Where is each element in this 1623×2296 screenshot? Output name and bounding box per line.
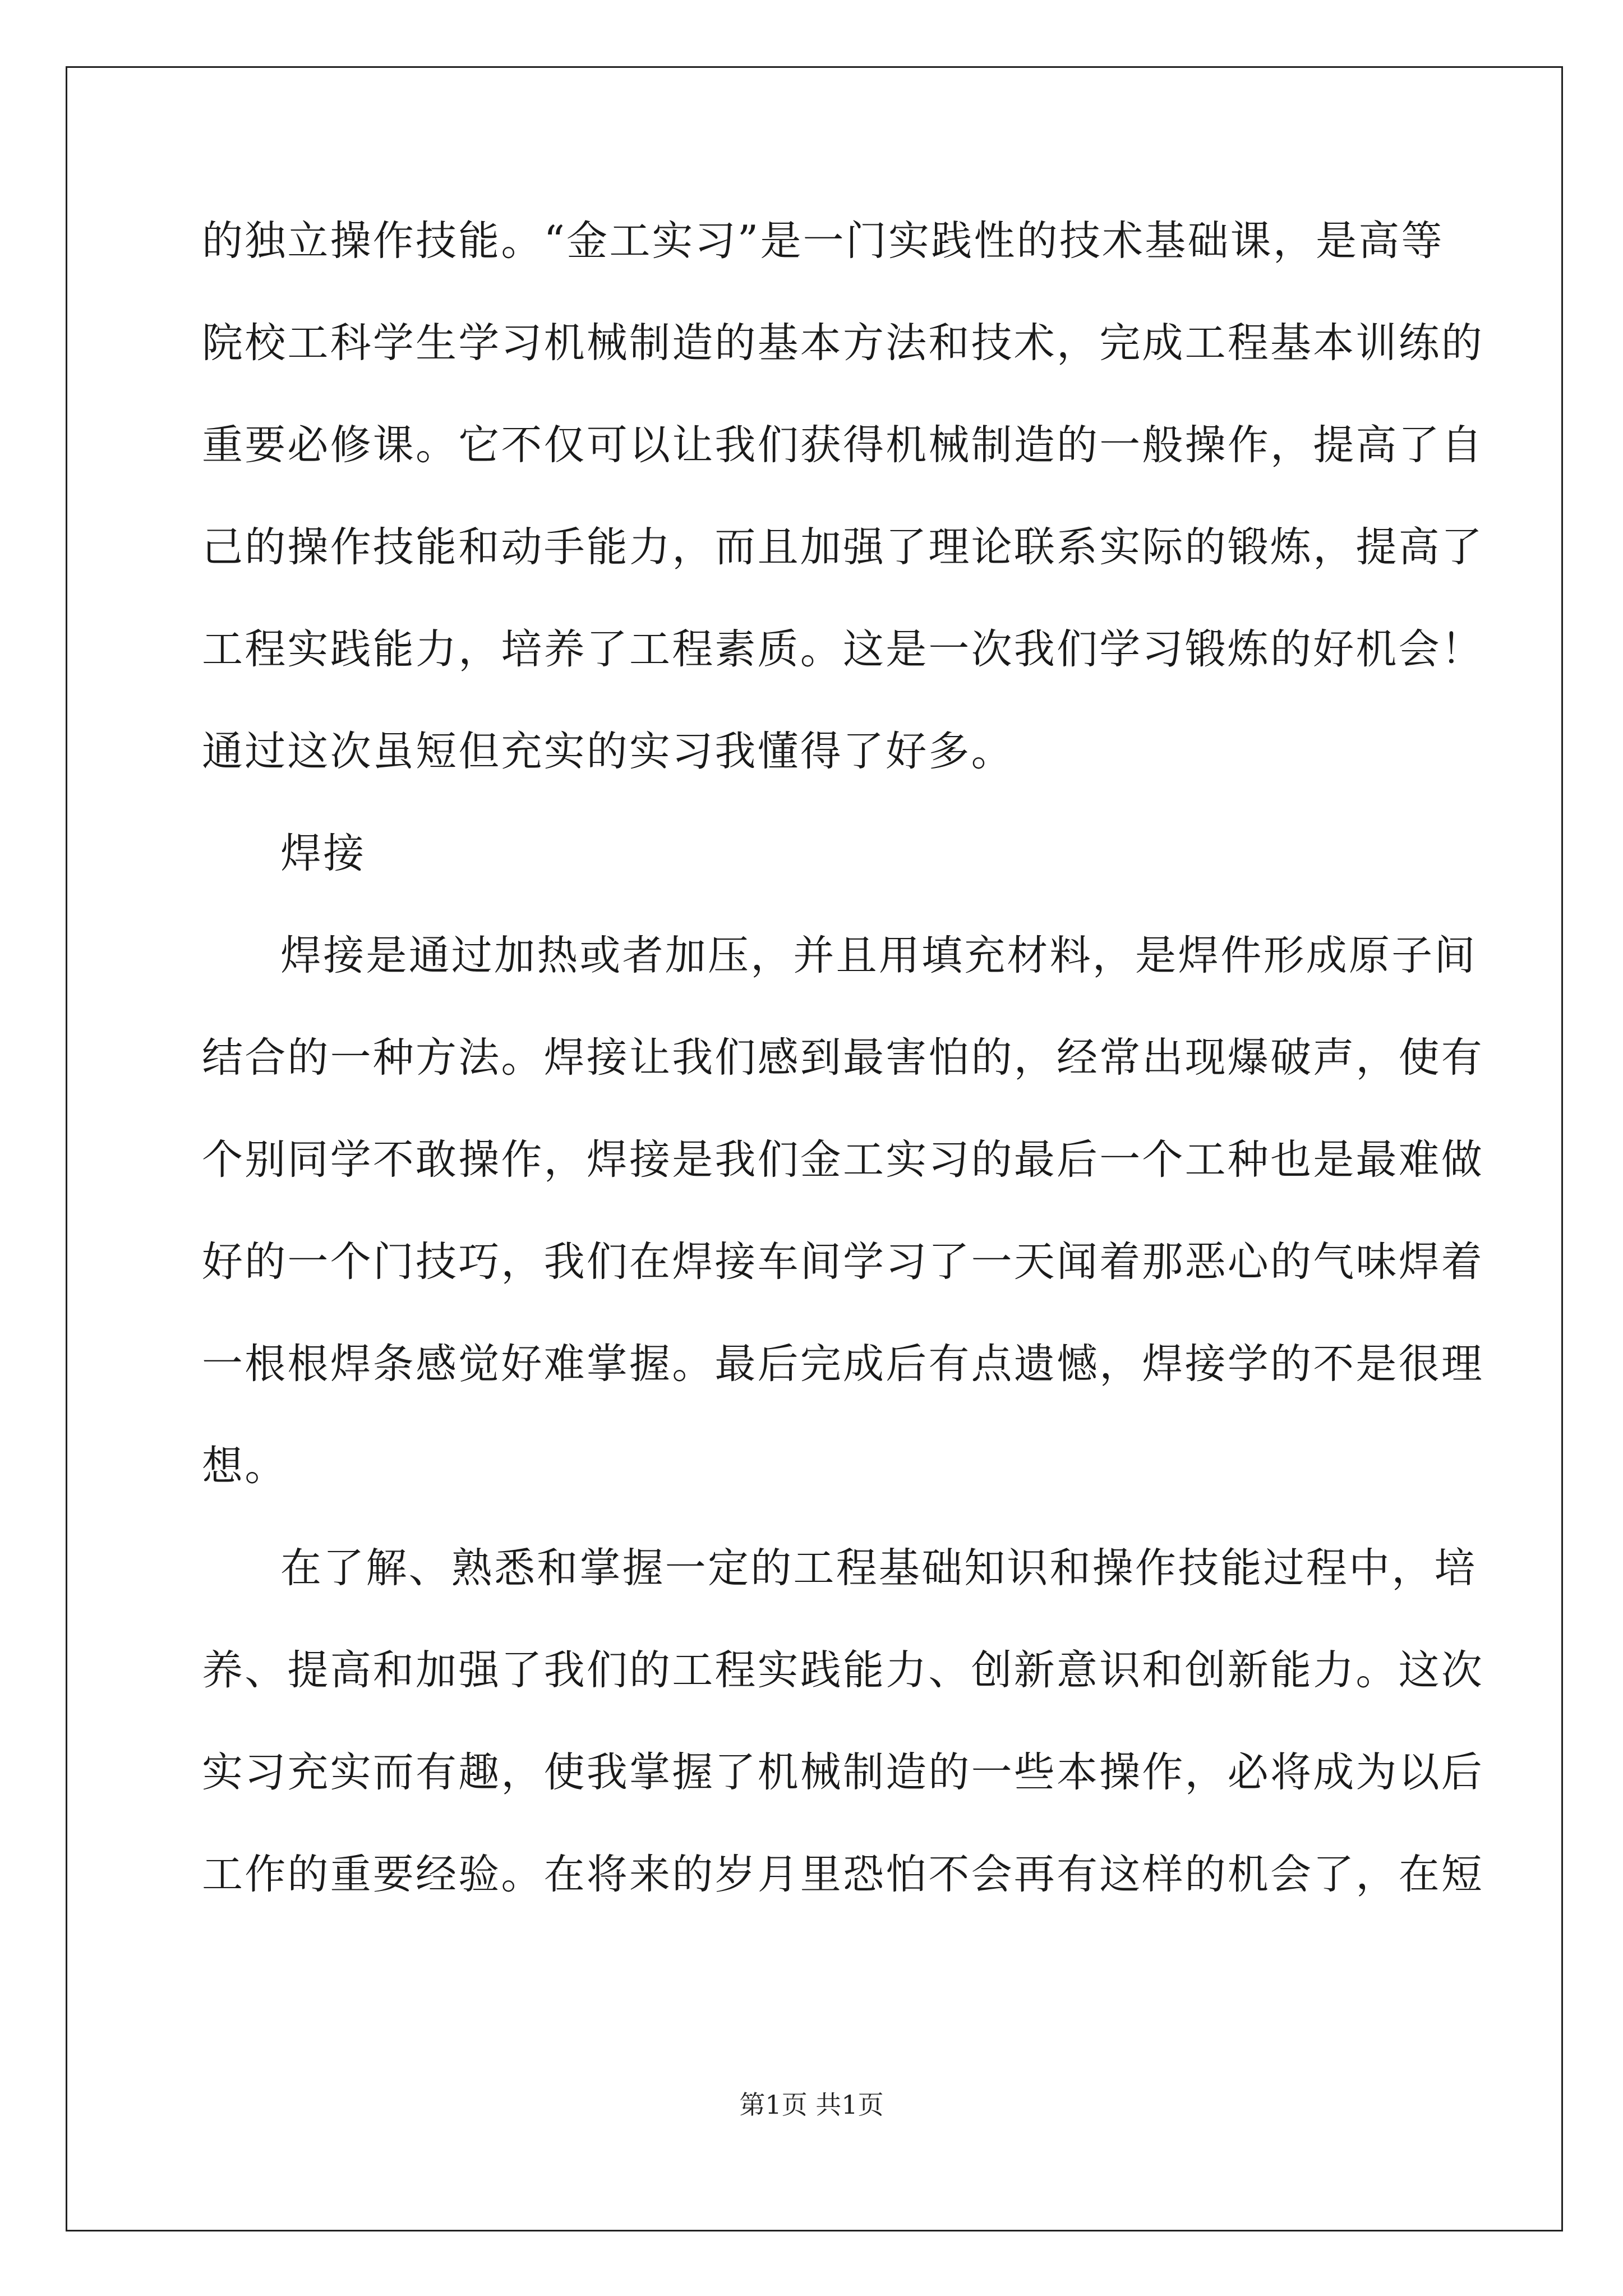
- text-line: 工作的重要经验。在将来的岁月里恐怕不会再有这样的机会了，在短: [202, 1851, 1484, 1898]
- text-line: 好的一个门技巧，我们在焊接车间学习了一天闻着那恶心的气味焊着: [202, 1238, 1484, 1286]
- page-footer: 第1页 共1页: [739, 2090, 884, 2120]
- text-line: 个别同学不敢操作，焊接是我们金工实习的最后一个工种也是最难做: [202, 1136, 1484, 1184]
- text-line: 焊接是通过加热或者加压，并且用填充材料，是焊件形成原子间: [280, 932, 1477, 979]
- text-line: 的独立操作技能。“金工实习”是一门实践性的技术基础课，是高等: [202, 217, 1444, 265]
- text-line: 重要必修课。它不仅可以让我们获得机械制造的一般操作，提高了自: [202, 421, 1484, 469]
- text-line: 己的操作技能和动手能力，而且加强了理论联系实际的锻炼，提高了: [202, 523, 1484, 571]
- text-line: 院校工科学生学习机械制造的基本方法和技术，完成工程基本训练的: [202, 319, 1484, 367]
- section-heading: 焊接: [280, 830, 366, 877]
- text-line: 一根根焊条感觉好难掌握。最后完成后有点遗憾，焊接学的不是很理: [202, 1340, 1484, 1388]
- text-line: 养、提高和加强了我们的工程实践能力、创新意识和创新能力。这次: [202, 1646, 1484, 1694]
- text-line: 在了解、熟悉和掌握一定的工程基础知识和操作技能过程中，培: [280, 1544, 1477, 1592]
- text-line: 结合的一种方法。焊接让我们感到最害怕的，经常出现爆破声，使有: [202, 1034, 1484, 1082]
- text-line: 想。: [202, 1442, 288, 1490]
- text-line: 实习充实而有趣，使我掌握了机械制造的一些本操作，必将成为以后: [202, 1749, 1484, 1796]
- text-line: 工程实践能力，培养了工程素质。这是一次我们学习锻炼的好机会！: [202, 625, 1484, 673]
- text-line: 通过这次虽短但充实的实习我懂得了好多。: [202, 728, 1014, 775]
